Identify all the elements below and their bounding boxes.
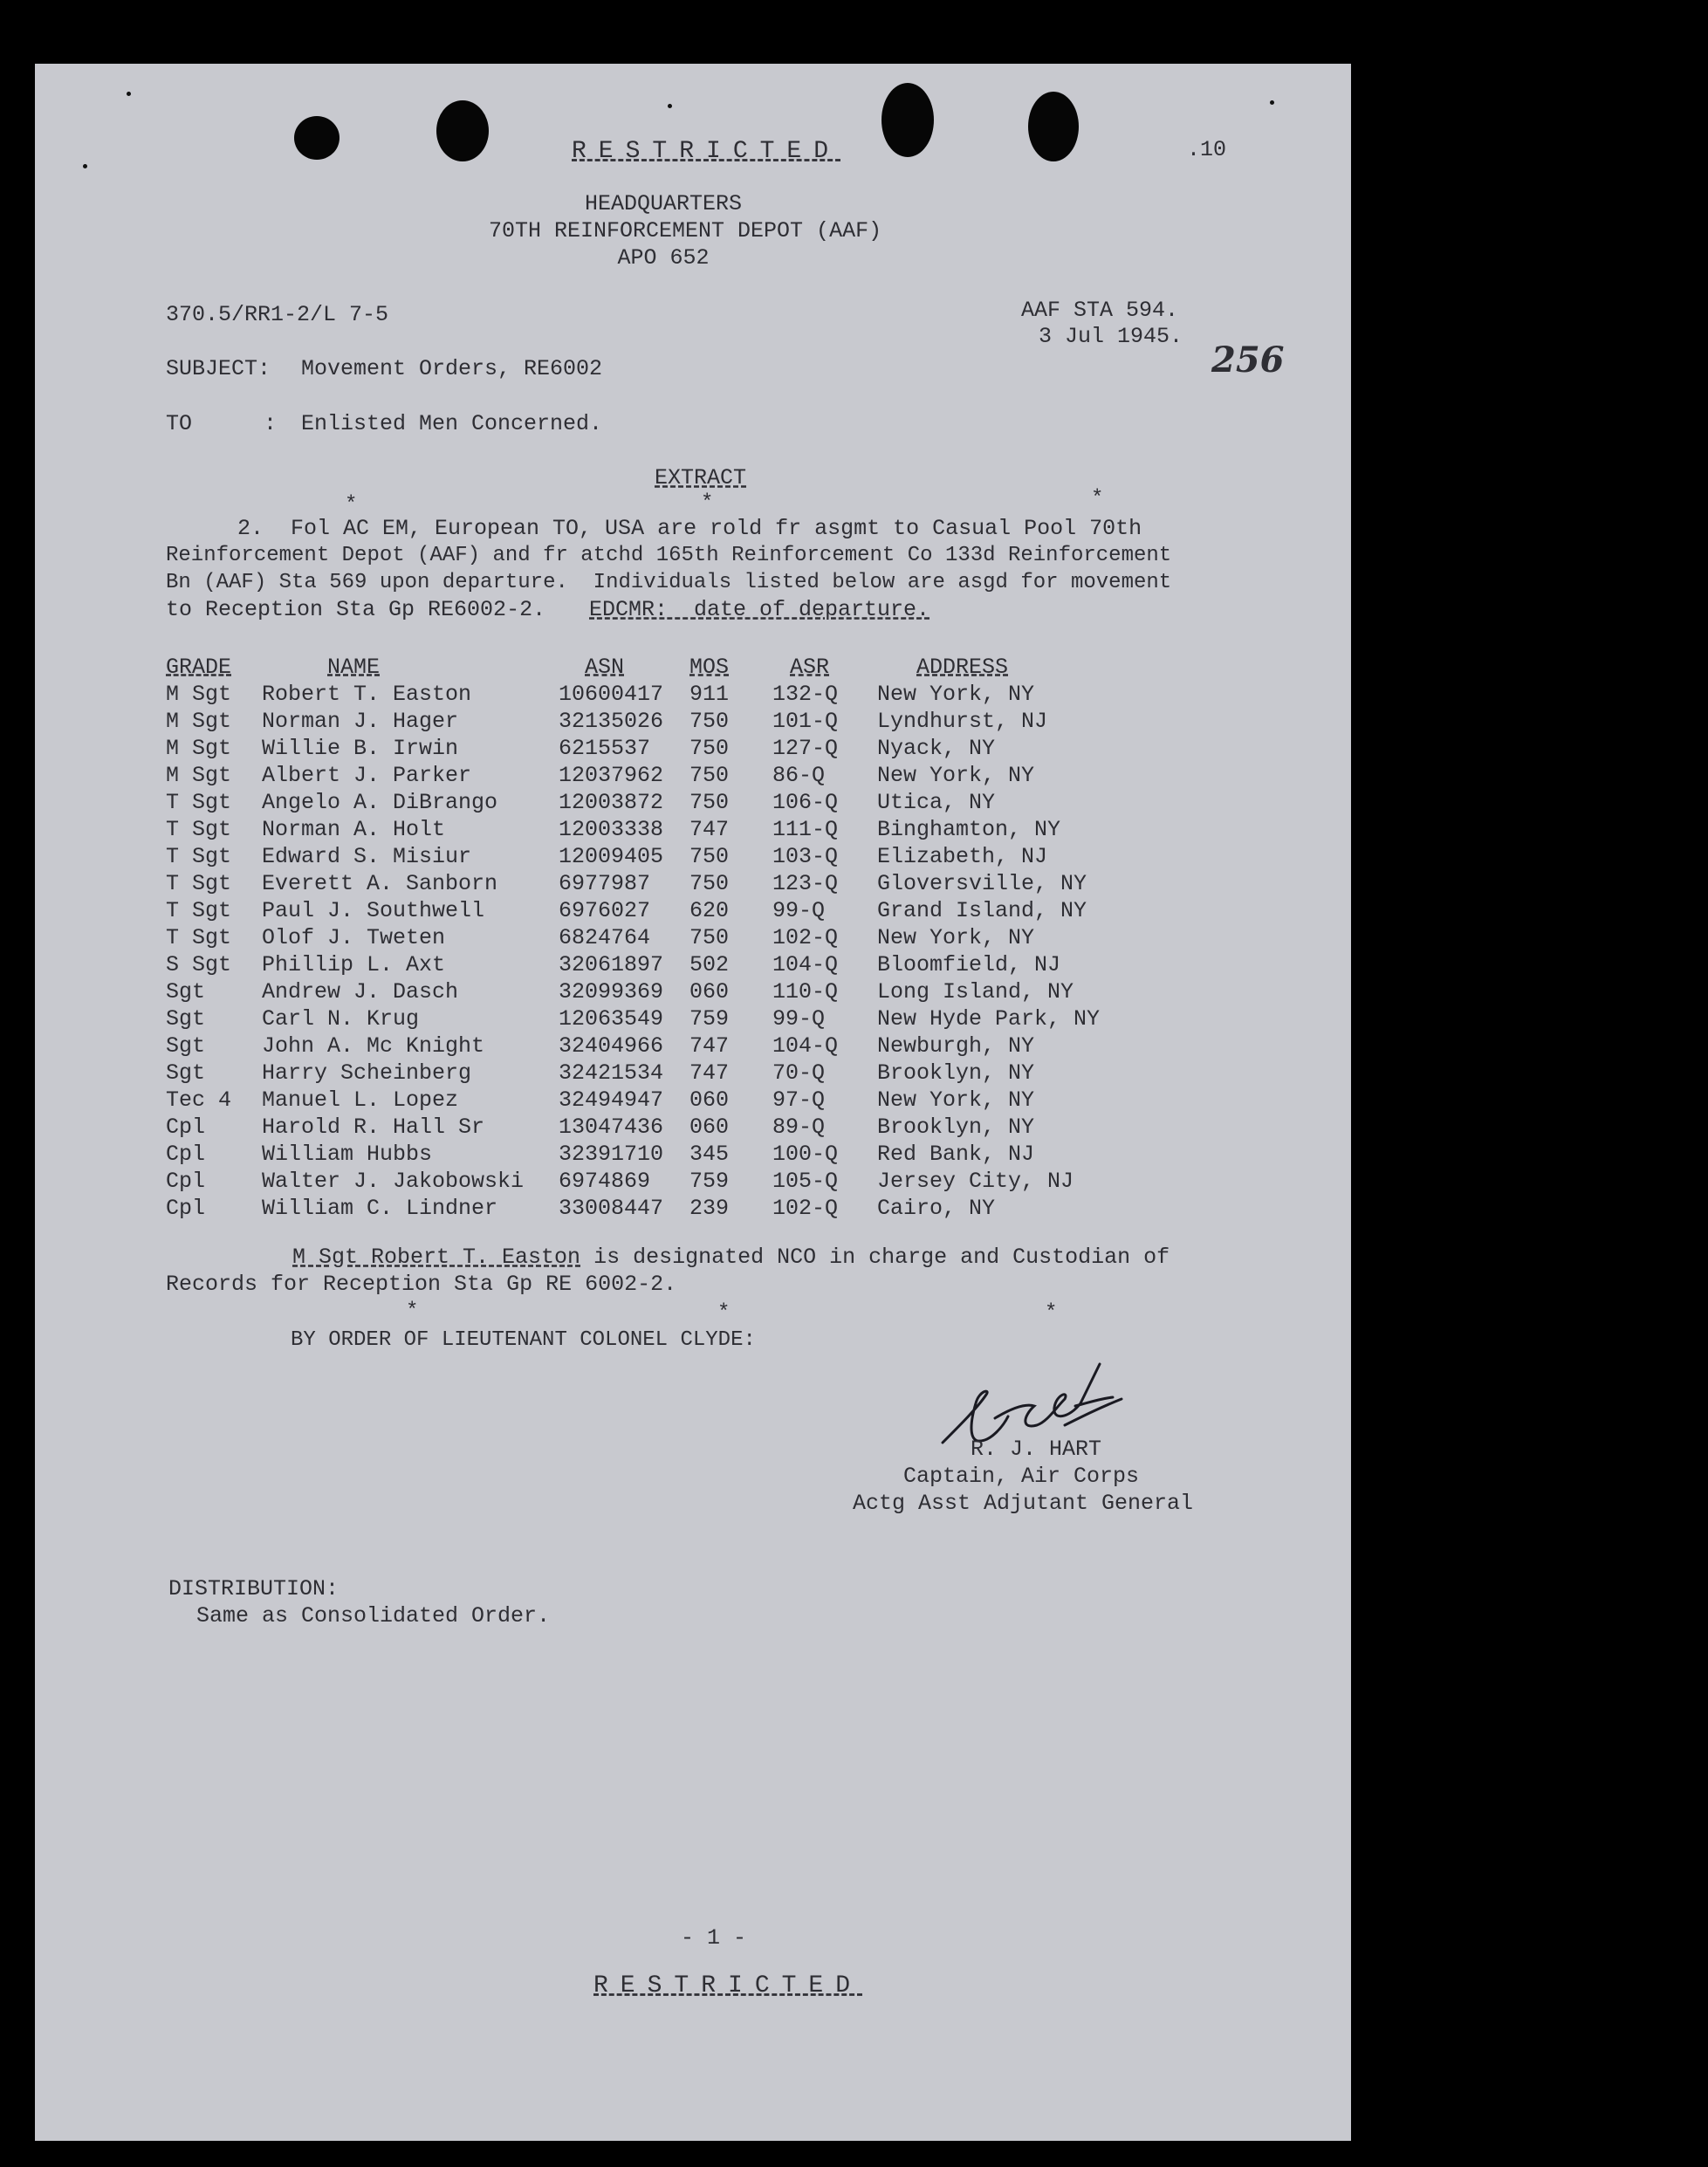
- cell-mos: 747: [689, 1060, 730, 1086]
- cell-address: Bloomfield, NJ: [877, 952, 1061, 977]
- cell-asr: 104-Q: [772, 952, 839, 977]
- cell-asr: 99-Q: [772, 898, 826, 923]
- table-row: [166, 1087, 1100, 1114]
- to-text: Enlisted Men Concerned.: [301, 411, 603, 436]
- cell-mos: 502: [689, 952, 730, 977]
- cell-address: Jersey City, NJ: [877, 1169, 1074, 1194]
- paragraph-number: 2.: [237, 516, 264, 541]
- cell-asr: 101-Q: [772, 709, 839, 734]
- table-row: [166, 1114, 1100, 1141]
- cell-name: John A. Mc Knight: [262, 1033, 485, 1059]
- cell-name: Walter J. Jakobowski: [262, 1169, 525, 1194]
- classification-bottom: RESTRICTED: [593, 1972, 863, 1999]
- cell-asn: 6974869: [559, 1169, 651, 1194]
- cell-address: Brooklyn, NY: [877, 1114, 1035, 1140]
- cell-name: Paul J. Southwell: [262, 898, 485, 923]
- cell-address: Binghamton, NY: [877, 817, 1061, 842]
- table-row: [166, 1005, 1100, 1032]
- star: *: [1091, 487, 1104, 511]
- column-header-address: ADDRESS: [916, 654, 1009, 680]
- cell-grade: Cpl: [166, 1169, 206, 1194]
- cell-asr: 89-Q: [772, 1114, 826, 1140]
- cell-name: Manuel L. Lopez: [262, 1087, 459, 1113]
- cell-address: Long Island, NY: [877, 979, 1074, 1005]
- table-row: [166, 789, 1100, 816]
- distribution-label: DISTRIBUTION:: [168, 1576, 340, 1601]
- star: *: [701, 491, 714, 515]
- cell-asn: 10600417: [559, 682, 664, 707]
- roster-header-row: [166, 653, 1100, 681]
- page-corner-number: .10: [1187, 137, 1227, 162]
- paragraph-line-4: to Reception Sta Gp RE6002-2.: [166, 597, 546, 622]
- cell-asr: 102-Q: [772, 925, 839, 950]
- star: *: [345, 493, 358, 517]
- cell-address: New York, NY: [877, 1087, 1035, 1113]
- cell-address: New Hyde Park, NY: [877, 1006, 1101, 1032]
- cell-grade: T Sgt: [166, 790, 232, 815]
- cell-asr: 86-Q: [772, 763, 826, 788]
- cell-asn: 32494947: [559, 1087, 664, 1113]
- cell-name: William Hubbs: [262, 1142, 433, 1167]
- cell-asn: 6824764: [559, 925, 651, 950]
- cell-address: Brooklyn, NY: [877, 1060, 1035, 1086]
- cell-mos: 060: [689, 1114, 730, 1140]
- table-row: [166, 870, 1100, 897]
- cell-grade: M Sgt: [166, 709, 232, 734]
- cell-grade: M Sgt: [166, 736, 232, 761]
- cell-asn: 6976027: [559, 898, 651, 923]
- cell-mos: 747: [689, 817, 730, 842]
- cell-grade: S Sgt: [166, 952, 232, 977]
- cell-asn: 33008447: [559, 1196, 664, 1221]
- edcmr-text: EDCMR: date of departure.: [589, 597, 930, 622]
- classification-top: RESTRICTED: [572, 138, 841, 165]
- table-row: [166, 762, 1100, 789]
- punch-hole-4: [1028, 92, 1079, 161]
- speck: [83, 164, 87, 168]
- page-number: - 1 -: [681, 1925, 747, 1951]
- cell-address: Red Bank, NJ: [877, 1142, 1035, 1167]
- star: *: [1045, 1301, 1058, 1325]
- cell-name: William C. Lindner: [262, 1196, 498, 1221]
- cell-mos: 747: [689, 1033, 730, 1059]
- distribution-text: Same as Consolidated Order.: [196, 1603, 551, 1629]
- cell-asr: 127-Q: [772, 736, 839, 761]
- speck: [127, 92, 131, 96]
- table-row: [166, 978, 1100, 1005]
- column-header-grade: GRADE: [166, 654, 232, 680]
- cell-address: Lyndhurst, NJ: [877, 709, 1048, 734]
- handwritten-number: 256: [1211, 339, 1285, 381]
- cell-name: Edward S. Misiur: [262, 844, 472, 869]
- cell-mos: 750: [689, 790, 730, 815]
- cell-name: Willie B. Irwin: [262, 736, 459, 761]
- table-row: [166, 1032, 1100, 1059]
- table-row: [166, 897, 1100, 924]
- cell-mos: 060: [689, 1087, 730, 1113]
- cell-asr: 105-Q: [772, 1169, 839, 1194]
- hq-line-3: APO 652: [617, 245, 710, 271]
- cell-mos: 759: [689, 1006, 730, 1032]
- paragraph-line-3: Bn (AAF) Sta 569 upon departure. Individuals listed below are asgd for movement: [166, 571, 1172, 594]
- cell-grade: Cpl: [166, 1142, 206, 1167]
- speck: [668, 104, 672, 108]
- nco-designation-line-1: [292, 1245, 1170, 1271]
- cell-asn: 32421534: [559, 1060, 664, 1086]
- cell-asn: 32061897: [559, 952, 664, 977]
- cell-grade: T Sgt: [166, 844, 232, 869]
- cell-asn: 12063549: [559, 1006, 664, 1032]
- cell-grade: Sgt: [166, 1060, 206, 1086]
- cell-asr: 104-Q: [772, 1033, 839, 1059]
- cell-grade: Sgt: [166, 979, 206, 1005]
- nco-line-1-rest: is designated NCO in charge and Custodian of: [580, 1245, 1170, 1270]
- cell-asn: 12003338: [559, 817, 664, 842]
- cell-grade: M Sgt: [166, 763, 232, 788]
- cell-asr: 99-Q: [772, 1006, 826, 1032]
- cell-asr: 102-Q: [772, 1196, 839, 1221]
- cell-grade: T Sgt: [166, 898, 232, 923]
- cell-asn: 32099369: [559, 979, 664, 1005]
- column-header-mos: MOS: [689, 654, 730, 680]
- cell-asr: 111-Q: [772, 817, 839, 842]
- column-header-asr: ASR: [790, 654, 830, 680]
- speck: [1270, 100, 1274, 105]
- cell-name: Harold R. Hall Sr: [262, 1114, 485, 1140]
- cell-name: Norman J. Hager: [262, 709, 459, 734]
- table-row: [166, 816, 1100, 843]
- cell-address: New York, NY: [877, 763, 1035, 788]
- signatory-name: R. J. HART: [971, 1437, 1102, 1462]
- cell-asr: 123-Q: [772, 871, 839, 896]
- cell-mos: 239: [689, 1196, 730, 1221]
- cell-asn: 32391710: [559, 1142, 664, 1167]
- cell-address: Newburgh, NY: [877, 1033, 1035, 1059]
- cell-grade: Cpl: [166, 1196, 206, 1221]
- cell-address: New York, NY: [877, 682, 1035, 707]
- cell-grade: T Sgt: [166, 871, 232, 896]
- cell-name: Carl N. Krug: [262, 1006, 420, 1032]
- cell-asr: 132-Q: [772, 682, 839, 707]
- date: 3 Jul 1945.: [1039, 324, 1183, 349]
- cell-grade: T Sgt: [166, 817, 232, 842]
- cell-grade: Sgt: [166, 1033, 206, 1059]
- cell-name: Harry Scheinberg: [262, 1060, 472, 1086]
- subject-text: Movement Orders, RE6002: [301, 356, 603, 381]
- subject-label: SUBJECT:: [166, 356, 271, 381]
- signatory-title-1: Captain, Air Corps: [903, 1464, 1140, 1489]
- cell-name: Everett A. Sanborn: [262, 871, 498, 896]
- cell-mos: 911: [689, 682, 730, 707]
- table-row: [166, 1059, 1100, 1087]
- cell-name: Norman A. Holt: [262, 817, 446, 842]
- cell-grade: Sgt: [166, 1006, 206, 1032]
- cell-mos: 759: [689, 1169, 730, 1194]
- table-row: [166, 1195, 1100, 1222]
- table-row: [166, 1141, 1100, 1168]
- cell-asn: 12009405: [559, 844, 664, 869]
- cell-address: Nyack, NY: [877, 736, 996, 761]
- cell-address: Grand Island, NY: [877, 898, 1087, 923]
- cell-name: Andrew J. Dasch: [262, 979, 459, 1005]
- paragraph-line-1: Fol AC EM, European TO, USA are rold fr asgmt to Casual Pool 70th: [291, 516, 1142, 541]
- cell-address: Cairo, NY: [877, 1196, 996, 1221]
- paragraph-line-2: Reinforcement Depot (AAF) and fr atchd 165th Reinforcement Co 133d Reinforcement: [166, 544, 1172, 567]
- hq-line-1: HEADQUARTERS: [584, 191, 743, 216]
- cell-asr: 103-Q: [772, 844, 839, 869]
- table-row: [166, 843, 1100, 870]
- cell-asn: 6977987: [559, 871, 651, 896]
- star: *: [406, 1300, 419, 1323]
- cell-asr: 110-Q: [772, 979, 839, 1005]
- cell-mos: 345: [689, 1142, 730, 1167]
- extract-heading: EXTRACT: [655, 465, 747, 490]
- cell-name: Robert T. Easton: [262, 682, 472, 707]
- to-colon: :: [264, 411, 278, 436]
- cell-mos: 750: [689, 763, 730, 788]
- cell-asn: 32404966: [559, 1033, 664, 1059]
- cell-name: Angelo A. DiBrango: [262, 790, 498, 815]
- table-row: [166, 735, 1100, 762]
- cell-asn: 12003872: [559, 790, 664, 815]
- table-row: [166, 708, 1100, 735]
- hq-line-2: 70TH REINFORCEMENT DEPOT (AAF): [489, 218, 882, 243]
- station: AAF STA 594.: [1021, 298, 1179, 323]
- cell-asn: 12037962: [559, 763, 664, 788]
- table-row: [166, 924, 1100, 951]
- cell-mos: 750: [689, 709, 730, 734]
- cell-asn: 13047436: [559, 1114, 664, 1140]
- cell-name: Phillip L. Axt: [262, 952, 446, 977]
- table-row: [166, 1168, 1100, 1195]
- document-page: [35, 64, 1351, 2141]
- cell-asr: 70-Q: [772, 1060, 826, 1086]
- cell-asn: 32135026: [559, 709, 664, 734]
- punch-hole-1: [294, 116, 340, 160]
- cell-address: New York, NY: [877, 925, 1035, 950]
- table-row: [166, 681, 1100, 708]
- cell-grade: Cpl: [166, 1114, 206, 1140]
- cell-name: Olof J. Tweten: [262, 925, 446, 950]
- column-header-asn: ASN: [585, 654, 625, 680]
- punch-hole-2: [436, 100, 489, 161]
- star: *: [717, 1301, 731, 1325]
- cell-grade: M Sgt: [166, 682, 232, 707]
- cell-grade: Tec 4: [166, 1087, 232, 1113]
- cell-asr: 100-Q: [772, 1142, 839, 1167]
- cell-asr: 97-Q: [772, 1087, 826, 1113]
- to-label: TO: [166, 411, 193, 436]
- personnel-roster-table: [166, 653, 1100, 1222]
- cell-mos: 750: [689, 871, 730, 896]
- cell-mos: 750: [689, 736, 730, 761]
- cell-mos: 620: [689, 898, 730, 923]
- cell-mos: 750: [689, 844, 730, 869]
- cell-asr: 106-Q: [772, 790, 839, 815]
- cell-grade: T Sgt: [166, 925, 232, 950]
- cell-address: Utica, NY: [877, 790, 996, 815]
- table-row: [166, 951, 1100, 978]
- cell-mos: 060: [689, 979, 730, 1005]
- cell-name: Albert J. Parker: [262, 763, 472, 788]
- cell-mos: 750: [689, 925, 730, 950]
- punch-hole-3: [881, 83, 934, 157]
- cell-asn: 6215537: [559, 736, 651, 761]
- signatory-title-2: Actg Asst Adjutant General: [853, 1491, 1194, 1516]
- cell-address: Gloversville, NY: [877, 871, 1087, 896]
- by-order-line: BY ORDER OF LIEUTENANT COLONEL CLYDE:: [291, 1328, 756, 1352]
- nco-designation-line-2: Records for Reception Sta Gp RE 6002-2.: [166, 1272, 677, 1297]
- nco-name: M Sgt Robert T. Easton: [292, 1245, 581, 1270]
- cell-address: Elizabeth, NJ: [877, 844, 1048, 869]
- file-reference: 370.5/RR1-2/L 7-5: [166, 302, 389, 327]
- column-header-name: NAME: [327, 654, 381, 680]
